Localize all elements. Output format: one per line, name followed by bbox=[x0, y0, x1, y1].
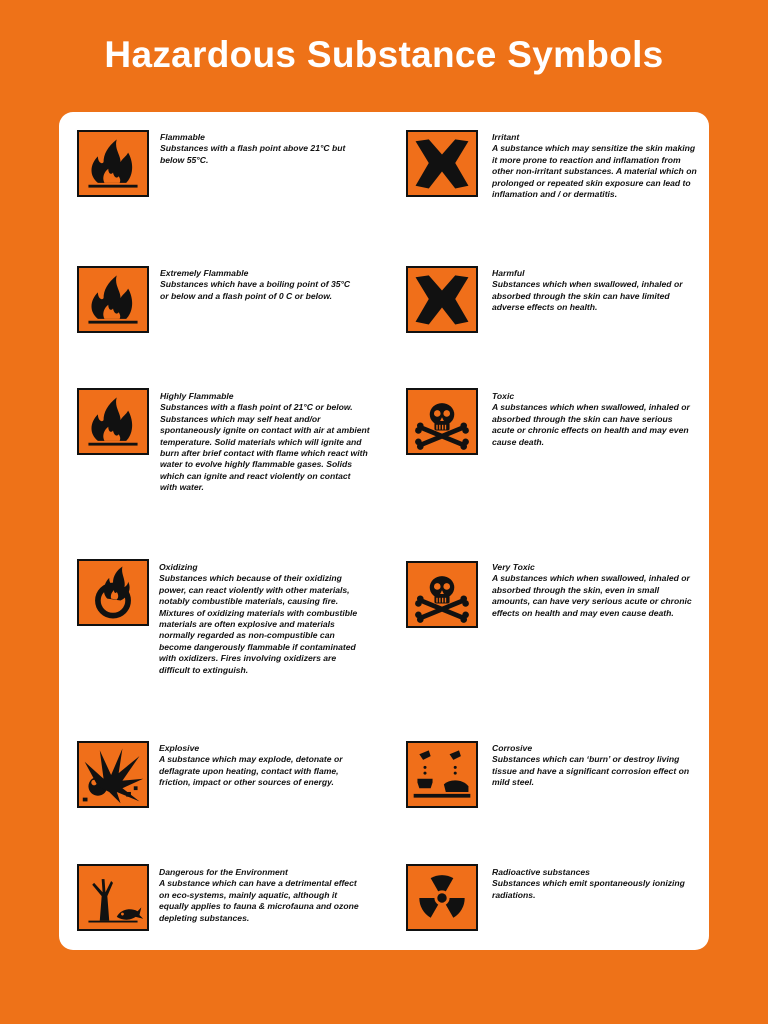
corrosive-icon bbox=[406, 741, 478, 808]
hazard-name: Very Toxic bbox=[492, 562, 535, 572]
hazard-name: Flammable bbox=[160, 132, 205, 142]
hazard-description: Substances which can ‘burn’ or destroy living tissue and have a significant corrosion effect on mild steel. bbox=[492, 754, 690, 788]
hazard-description: Substances which emit spontaneously ionizing radiations. bbox=[492, 878, 685, 900]
radioactive-icon bbox=[406, 864, 478, 931]
toxic-icon bbox=[406, 388, 478, 455]
hazard-description: Substances which because of their oxidizing power, can react violently with other materials, notably combustible materials, causing fire. Mixtures of oxidizing materials with combustible materials are often explosive and materials normally regarded as non-compustible can become dangerously flammable if contaminated with oxidizers. Fires involving oxidizers are difficult to extinguish. bbox=[159, 573, 358, 675]
symbols-panel bbox=[59, 112, 709, 950]
irritant-icon bbox=[406, 130, 478, 197]
hazard-description: A substance which may sensitize the skin making it more prone to reaction and inflamation from other non-irritant substances. A material which on prolonged or repeated skin exposure can lead to inflamation and / or dermatitis. bbox=[492, 143, 697, 200]
hazard-description: Substances with a flash point above 21°C but below 55°C. bbox=[160, 143, 346, 165]
oxidizing-icon bbox=[77, 559, 149, 626]
flammable-icon bbox=[77, 130, 149, 197]
environment-icon bbox=[77, 864, 149, 931]
hazard-description: A substances which when swallowed, inhaled or absorbed through the skin, even in small amounts, can have very serious acute or chronic effects on health and may even cause death. bbox=[492, 573, 692, 618]
very-toxic-icon bbox=[406, 561, 478, 628]
extremely-flammable-icon bbox=[77, 266, 149, 333]
hazard-name: Explosive bbox=[159, 743, 200, 753]
hazard-name: Irritant bbox=[492, 132, 520, 142]
hazard-name: Radioactive substances bbox=[492, 867, 590, 877]
hazard-name: Corrosive bbox=[492, 743, 533, 753]
hazard-name: Oxidizing bbox=[159, 562, 198, 572]
highly-flammable-icon bbox=[77, 388, 149, 455]
harmful-icon bbox=[406, 266, 478, 333]
hazard-name: Toxic bbox=[492, 391, 515, 401]
hazard-description: A substance which can have a detrimental effect on eco-systems, mainly aquatic, although it equally applies to fauna & microfauna and ozone depleting substances. bbox=[159, 878, 359, 923]
hazard-name: Extremely Flammable bbox=[160, 268, 249, 278]
hazard-description: A substances which when swallowed, inhaled or absorbed through the skin can have serious acute or chronic effects on health and may even cause death. bbox=[492, 402, 690, 447]
hazard-name: Highly Flammable bbox=[160, 391, 234, 401]
hazard-description: Substances which when swallowed, inhaled or absorbed through the skin can have limited adverse effects on health. bbox=[492, 279, 683, 313]
hazard-name: Harmful bbox=[492, 268, 525, 278]
explosive-icon bbox=[77, 741, 149, 808]
hazard-description: A substance which may explode, detonate or deflagrate upon heating, contact with flame, friction, impact or other sources of energy. bbox=[159, 754, 343, 788]
hazard-name: Dangerous for the Environment bbox=[159, 867, 288, 877]
hazard-description: Substances which have a boiling point of 35°C or below and a flash point of 0 C or below. bbox=[160, 279, 351, 301]
hazard-description: Substances with a flash point of 21°C or below. Substances which may self heat and/or spontaneously ignite on contact with air at ambient temperature. Solid materials which will ignite and burn after brief contact with flame which react with water to evolve highly flammable gases. Solids which can ignite and react violently on contact with water. bbox=[160, 402, 370, 493]
page-title: Hazardous Substance Symbols bbox=[104, 34, 664, 75]
